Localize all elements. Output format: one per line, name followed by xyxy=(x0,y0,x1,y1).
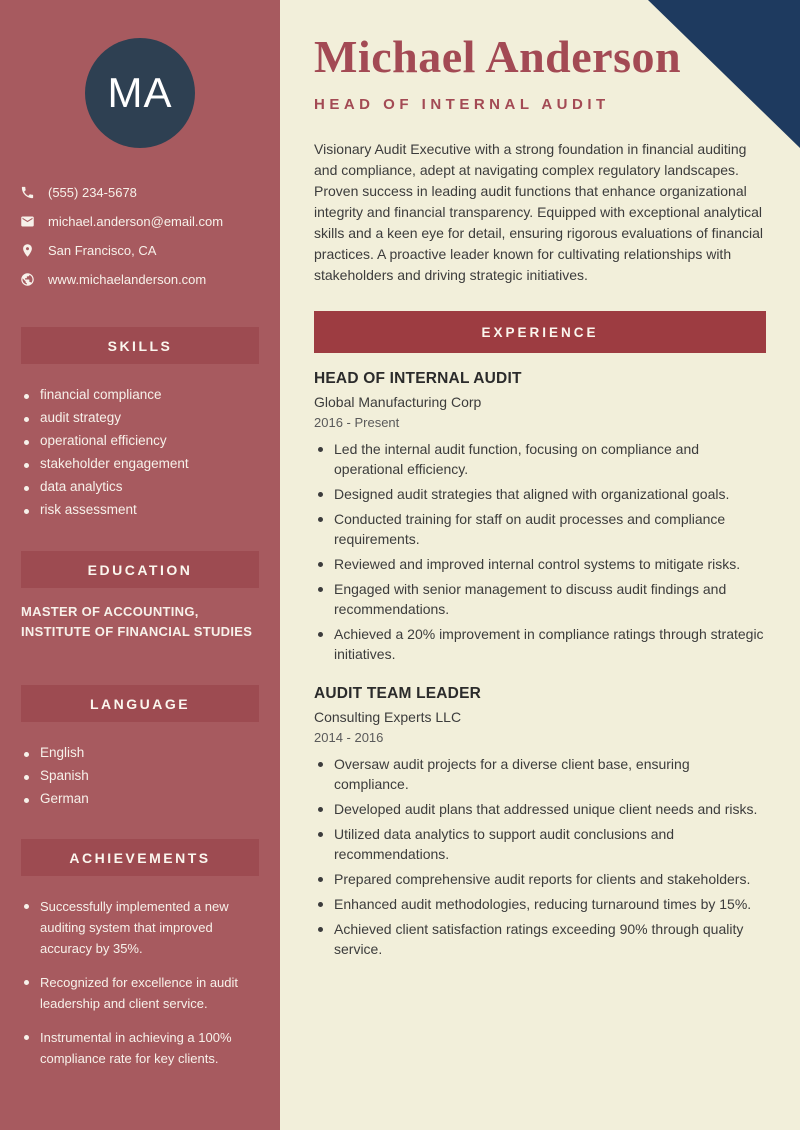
bullet-dot xyxy=(24,463,29,468)
achievement-text: Recognized for excellence in audit leadership and client service. xyxy=(40,975,239,1011)
contact-phone xyxy=(20,178,260,207)
language-list xyxy=(0,744,280,808)
bullet-dot xyxy=(24,752,29,757)
skill-label: risk assessment xyxy=(40,502,137,517)
language-section-header xyxy=(21,685,259,722)
experience-entry xyxy=(314,370,766,664)
achievements-title: ACHIEVEMENTS xyxy=(69,849,211,866)
job-bullet-text: Engaged with senior management to discuss audit findings and recommendations. xyxy=(334,581,727,617)
job-company: Consulting Experts LLC xyxy=(314,709,462,725)
achievement-text: Successfully implemented a new auditing system that improved accuracy by 35%. xyxy=(40,899,229,956)
bullet-dot xyxy=(318,447,323,452)
job-bullet-text: Achieved client satisfaction ratings exceeding 90% through quality service. xyxy=(334,921,744,957)
language-label: Spanish xyxy=(40,768,89,783)
list-item xyxy=(314,799,766,819)
bullet-dot xyxy=(318,632,323,637)
sidebar xyxy=(0,0,280,1130)
avatar-initials: MA xyxy=(107,69,173,116)
job-title-subtitle: HEAD OF INTERNAL AUDIT xyxy=(314,96,610,113)
contact-email xyxy=(20,207,260,236)
education-degree: MASTER OF ACCOUNTING, INSTITUTE OF FINANCIAL STUDIES xyxy=(21,604,253,639)
list-item xyxy=(24,455,259,473)
job-bullet-text: Led the internal audit function, focusing on compliance and operational efficiency. xyxy=(334,441,700,477)
bullet-dot xyxy=(318,762,323,767)
contact-email-text: michael.anderson@email.com xyxy=(48,214,224,229)
education-title: EDUCATION xyxy=(87,561,193,578)
contact-website-text: www.michaelanderson.com xyxy=(48,272,207,287)
achievements-section-header xyxy=(21,839,259,876)
bullet-dot xyxy=(24,1035,29,1040)
contact-location xyxy=(20,236,260,265)
bullet-dot xyxy=(318,807,323,812)
language-label: German xyxy=(40,791,89,806)
list-item xyxy=(24,1027,260,1069)
job-bullet-list xyxy=(314,754,766,959)
contact-phone-text: (555) 234-5678 xyxy=(48,185,137,200)
achievement-text: Instrumental in achieving a 100% compliance rate for key clients. xyxy=(40,1030,232,1066)
bullet-dot xyxy=(24,980,29,985)
contact-location-text: San Francisco, CA xyxy=(48,243,157,258)
list-item xyxy=(24,432,259,450)
location-icon xyxy=(20,243,35,258)
avatar xyxy=(85,38,195,148)
bullet-dot xyxy=(24,394,29,399)
job-bullet-text: Enhanced audit methodologies, reducing turnaround times by 15%. xyxy=(334,896,752,912)
experience-section-header xyxy=(314,311,766,353)
bullet-dot xyxy=(318,902,323,907)
bullet-dot xyxy=(318,517,323,522)
bullet-dot xyxy=(24,904,29,909)
list-item xyxy=(314,869,766,889)
list-item xyxy=(24,501,259,519)
list-item xyxy=(314,484,766,504)
bullet-dot xyxy=(318,562,323,567)
skill-label: operational efficiency xyxy=(40,433,167,448)
bullet-dot xyxy=(318,927,323,932)
globe-icon xyxy=(20,272,35,287)
profile-summary: Visionary Audit Executive with a strong foundation in financial auditing and compliance, adept at navigating complex regulatory landscapes. Proven success in leading audit functions that enhance organizational integrity and financial transparency. Equipped with exceptional analytical skills and a keen eye for detail, ensuring rigorous evaluations of financial practices. A proactive leader known for cultivating relationships with stakeholders and driving strategic initiatives. xyxy=(314,141,764,283)
bullet-dot xyxy=(24,798,29,803)
list-item xyxy=(314,624,766,664)
list-item xyxy=(24,386,259,404)
job-bullet-text: Developed audit plans that addressed unique client needs and risks. xyxy=(334,801,758,817)
skill-label: stakeholder engagement xyxy=(40,456,189,471)
job-company: Global Manufacturing Corp xyxy=(314,394,482,410)
list-item xyxy=(24,896,260,959)
job-bullet-text: Achieved a 20% improvement in compliance ratings through strategic initiatives. xyxy=(334,626,764,662)
list-item xyxy=(314,579,766,619)
page-title: Michael Anderson xyxy=(314,31,682,82)
bullet-dot xyxy=(24,775,29,780)
job-role: HEAD OF INTERNAL AUDIT xyxy=(314,370,522,387)
bullet-dot xyxy=(24,486,29,491)
list-item xyxy=(24,744,259,762)
bullet-dot xyxy=(318,587,323,592)
job-bullet-text: Prepared comprehensive audit reports for clients and stakeholders. xyxy=(334,871,751,887)
experience-entry xyxy=(314,685,766,959)
skills-title: SKILLS xyxy=(107,337,173,354)
contact-list xyxy=(0,178,280,294)
list-item xyxy=(24,790,259,808)
list-item xyxy=(24,409,259,427)
skill-label: data analytics xyxy=(40,479,123,494)
skill-label: audit strategy xyxy=(40,410,122,425)
skill-label: financial compliance xyxy=(40,387,162,402)
bullet-dot xyxy=(318,832,323,837)
list-item xyxy=(314,554,766,574)
list-item xyxy=(24,767,259,785)
job-bullet-text: Oversaw audit projects for a diverse client base, ensuring compliance. xyxy=(334,756,690,792)
skills-section-header xyxy=(21,327,259,364)
job-dates: 2016 - Present xyxy=(314,415,400,430)
education-section-header xyxy=(21,551,259,588)
language-title: LANGUAGE xyxy=(89,695,191,712)
email-icon xyxy=(20,214,35,229)
list-item xyxy=(24,972,260,1014)
list-item xyxy=(314,824,766,864)
experience-title: EXPERIENCE xyxy=(481,324,599,340)
contact-website xyxy=(20,265,260,294)
language-label: English xyxy=(40,745,85,760)
list-item xyxy=(24,478,259,496)
phone-icon xyxy=(20,185,35,200)
job-dates: 2014 - 2016 xyxy=(314,730,384,745)
job-bullet-text: Designed audit strategies that aligned with organizational goals. xyxy=(334,486,730,502)
list-item xyxy=(314,439,766,479)
bullet-dot xyxy=(24,417,29,422)
bullet-dot xyxy=(24,440,29,445)
skills-list xyxy=(0,386,280,519)
list-item xyxy=(314,509,766,549)
list-item xyxy=(314,894,766,914)
job-bullet-list xyxy=(314,439,766,664)
list-item xyxy=(314,754,766,794)
bullet-dot xyxy=(318,492,323,497)
job-role: AUDIT TEAM LEADER xyxy=(314,685,482,702)
bullet-dot xyxy=(318,877,323,882)
job-bullet-text: Reviewed and improved internal control systems to mitigate risks. xyxy=(334,556,741,572)
bullet-dot xyxy=(24,509,29,514)
list-item xyxy=(314,919,766,959)
achievements-list xyxy=(0,896,280,1069)
job-bullet-text: Utilized data analytics to support audit conclusions and recommendations. xyxy=(334,826,675,862)
main-content xyxy=(280,0,800,1130)
job-bullet-text: Conducted training for staff on audit processes and compliance requirements. xyxy=(334,511,726,547)
